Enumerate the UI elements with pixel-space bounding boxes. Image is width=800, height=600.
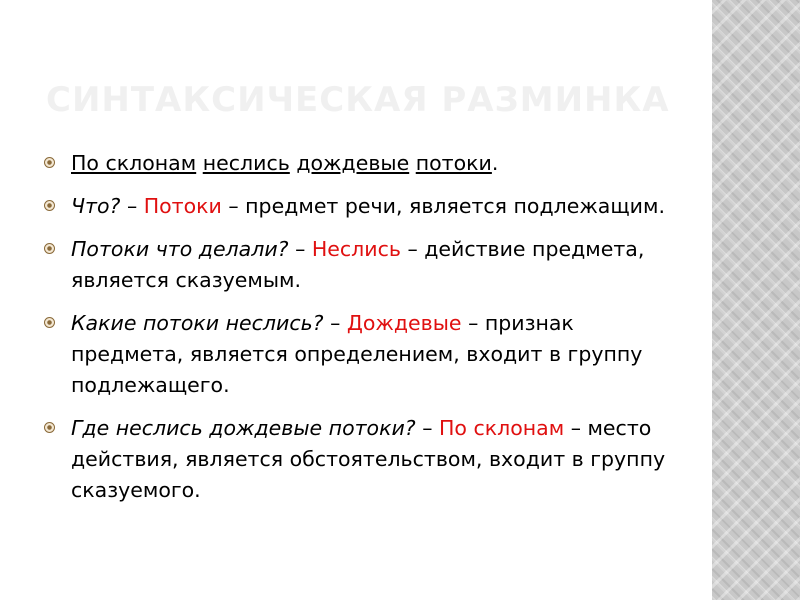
sentence-word-3: дождевые (296, 151, 410, 175)
bullet-icon (44, 317, 55, 328)
question-text: Какие потоки неслись? (71, 311, 324, 335)
list-item-predicate (44, 234, 684, 296)
question-text: Что? (71, 194, 121, 218)
bullet-icon (44, 422, 55, 433)
explanation-text: – место действия, является обстоятельством, входит в группу сказуемого. (71, 416, 666, 502)
question-text: Потоки что делали? (71, 237, 289, 261)
list-item-attribute (44, 308, 684, 401)
list-item-subject (44, 191, 684, 222)
slide-title: СИНТАКСИЧЕСКАЯ РАЗМИНКА (46, 80, 670, 120)
explanation-text: – действие предмета, является сказуемым. (71, 237, 645, 292)
sentence-word-1: По склонам (71, 151, 197, 175)
dash: – (415, 416, 439, 440)
decorative-side-strip (712, 0, 800, 600)
bullet-icon (44, 200, 55, 211)
bullet-icon (44, 157, 55, 168)
explanation-text: – предмет речи, является подлежащим. (221, 194, 665, 218)
dash: – (120, 194, 144, 218)
list-item-adverbial (44, 413, 684, 506)
question-text: Где неслись дождевые потоки? (71, 416, 416, 440)
answer-text: По склонам (438, 416, 565, 440)
dash: – (323, 311, 347, 335)
answer-text: Неслись (311, 237, 401, 261)
bullet-icon (44, 243, 55, 254)
explanation-text: – признак предмета, является определением, входит в группу подлежащего. (71, 311, 643, 397)
dash: – (288, 237, 312, 261)
answer-text: Дождевые (346, 311, 462, 335)
bullet-list (44, 148, 684, 518)
sentence-word-2: неслись (202, 151, 290, 175)
sentence-word-4: потоки (415, 151, 492, 175)
sentence-end: . (491, 151, 499, 175)
list-item-sentence (44, 148, 684, 179)
answer-text: Потоки (143, 194, 222, 218)
